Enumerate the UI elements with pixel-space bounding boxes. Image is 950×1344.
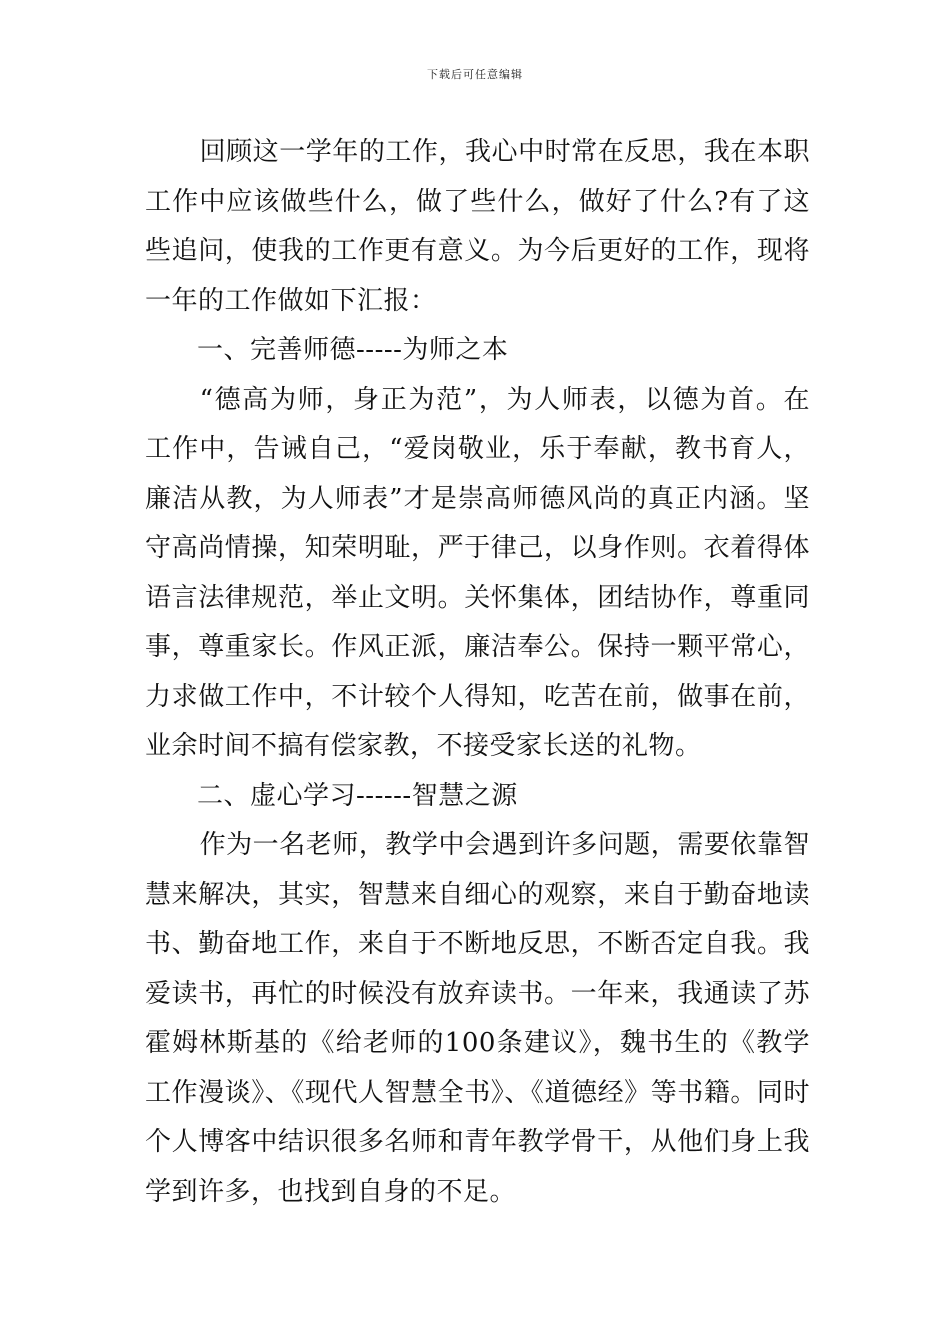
section-heading-1: 一、完善师德-----为师之本 [197, 335, 509, 365]
section-heading-2: 二、虚心学习------智慧之源 [197, 780, 518, 811]
section-2-paragraph: 作为一名老师，教学中会遇到许多问题，需要依靠智慧来解决，其实，智慧来自细心的观察，来自于勤奋地读书、勤奋地工作，来自于不断地反思，不断否定自我。我爱读书，再忙的时候没有放弃读书。一年来，我通读了苏霍姆林斯基的《给老师的100条建议》，魏书生的《教学工作漫谈》、《现代人智慧全书》、《道德经》等书籍。同时个人博客中结识很多名师和青年教学骨干，从他们身上我学到许多，也找到自身的不足。 [145, 830, 810, 1207]
header-note: 下载后可任意编辑 [427, 68, 523, 81]
intro-paragraph: 回顾这一学年的工作，我心中时常在反思，我在本职工作中应该做些什么，做了些什么，做好了什么?有了这些追问，使我的工作更有意义。为今后更好的工作，现将一年的工作做如下汇报： [145, 137, 810, 316]
document-body [145, 128, 810, 1217]
section-1-paragraph: “德高为师，身正为范”，为人师表，以德为首。在工作中，告诫自己，“爱岗敬业，乐于奉献，教书育人，廉洁从教，为人师表”才是崇高师德风尚的真正内涵。坚守高尚情操，知荣明耻，严于律己，以身作则。衣着得体语言法律规范，举止文明。关怀集体，团结协作，尊重同事，尊重家长。作风正派，廉洁奉公。保持一颗平常心，力求做工作中，不计较个人得知，吃苦在前，做事在前，业余时间不搞有偿家教，不接受家长送的礼物。 [145, 384, 810, 761]
